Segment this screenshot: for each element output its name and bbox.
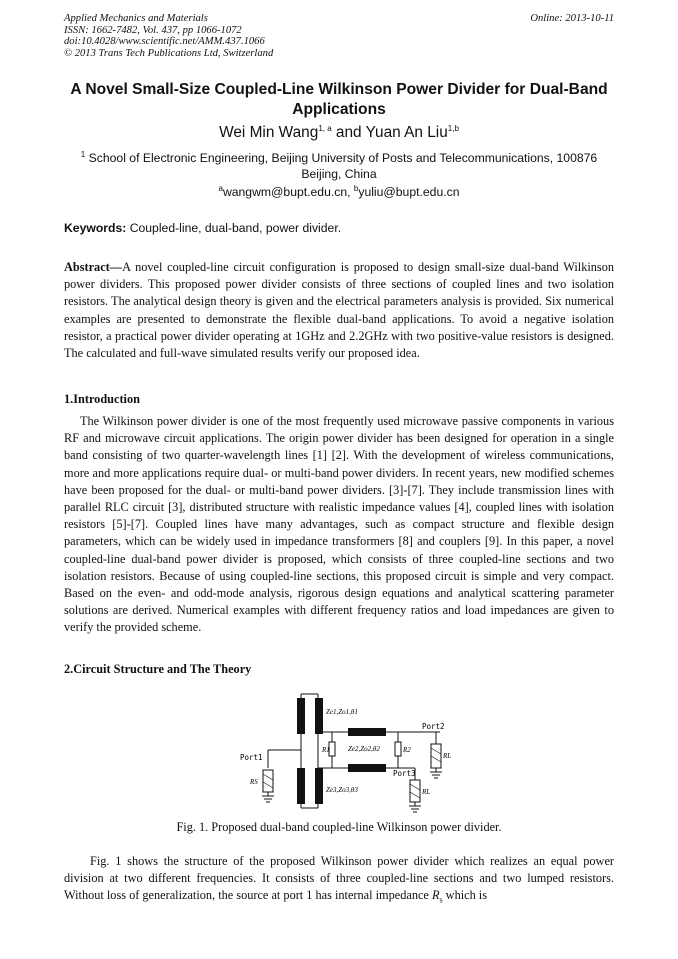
- rs-symbol: R: [431, 888, 440, 903]
- abstract-text: A novel coupled-line circuit configuration is proposed to design small-size dual-band Wilkinson power dividers. This proposed power divider consists of three sections of coupled lines and two isolation resistors. The analytical design theory is given and the electrical parameters analysis is provided. Six numerical examples are presented to demonstrate the flexible dual-band applications. To avoid a negative isolation resistor, a practical power divider operating at 1GHz and 2.2GHz with two positive-value resistors is designed. The calculated and full-wave simulated results verify our proposed idea.: [64, 260, 614, 361]
- resistor: [431, 744, 441, 768]
- coupled-line-2-label: Ze2,Zo2,θ2: [348, 745, 380, 753]
- email-superscript: b: [353, 183, 359, 193]
- author-name: Yuan An Liu: [365, 124, 448, 141]
- coupled-line-block: [297, 768, 305, 804]
- affiliation-superscript: 1: [80, 149, 86, 159]
- issn: ISSN: 1662-7482, Vol. 437, pp 1066-1072: [64, 24, 242, 36]
- email-superscript: a: [218, 183, 223, 193]
- coupled-line-block: [348, 764, 386, 772]
- author-line: [60, 124, 618, 142]
- section-heading: 2.Circuit Structure and The Theory: [64, 662, 252, 676]
- resistor: [263, 770, 273, 792]
- port3-label: Port3: [393, 769, 416, 778]
- circuit-diagram: [240, 688, 460, 816]
- paper-title: A Novel Small-Size Coupled-Line Wilkinson Power Divider for Dual-Band Applications: [70, 81, 608, 118]
- email-link[interactable]: yuliu@bupt.edu.cn: [358, 185, 460, 199]
- affiliation-text: School of Electronic Engineering, Beijing University of Posts and Telecommunications, 100876 Beijing, China: [88, 151, 598, 181]
- body-paragraph: [64, 853, 614, 909]
- resistor: [395, 742, 401, 756]
- body-text-end: which is: [442, 888, 488, 903]
- rl2-label: RL: [443, 752, 452, 760]
- rl3-label: RL: [422, 788, 431, 796]
- email-link[interactable]: wangwm@bupt.edu.cn,: [222, 185, 351, 199]
- coupled-line-block: [315, 768, 323, 804]
- body-text: Fig. 1 shows the structure of the proposed Wilkinson power divider which realizes an equal power division at two different frequencies. It consists of three coupled-line sections and two lumped resistors. Without loss of generalization, the source at port 1 has internal impedance: [64, 854, 614, 903]
- resistor: [410, 780, 420, 802]
- figure-caption: Fig. 1. Proposed dual-band coupled-line Wilkinson power divider.: [176, 820, 502, 834]
- port2-label: Port2: [422, 722, 445, 731]
- coupled-line-block: [348, 728, 386, 736]
- r2-label: R2: [403, 746, 411, 754]
- online-date: Online: 2013-10-11: [530, 13, 614, 24]
- copyright: © 2013 Trans Tech Publications Ltd, Switzerland: [64, 47, 274, 59]
- author-superscript: 1,b: [447, 123, 459, 133]
- doi: doi:10.4028/www.scientific.net/AMM.437.1066: [64, 36, 265, 48]
- rs-subscript: s: [439, 895, 443, 905]
- abstract: [64, 259, 614, 362]
- journal-header: [64, 13, 614, 59]
- rs-label: RS: [250, 778, 258, 786]
- resistor: [329, 742, 335, 756]
- email-line: [60, 185, 618, 199]
- keywords-label: Keywords:: [64, 221, 127, 235]
- coupled-line-1-label: Ze1,Zo1,θ1: [326, 708, 358, 716]
- section-body: The Wilkinson power divider is one of the most frequently used microwave passive components in various RF and microwave circuit applications. The origin power divider has been designed for operation in a single band consisting of two quarter-wavelength lines [1] [2]. With the development of wireless communications, more and more applications require dual- or multi-band power dividers. In recent years, new modified schemes have been proposed for the dual- or multi-band power dividers. [3]-[7]. They include transmission lines with parallel RLC circuit [3], distributed structure with realistic impedance values [4], coupled lines with isolation resistors [5]-[7]. Coupled lines have many advantages, such as compact structure and flexible design parameters, which can be widely used in impedance transformers [8] and couplers [9]. In this paper, a novel coupled-line dual-band power divider is proposed, which consists of three coupled-line sections and two isolation resistors. Because of using coupled-line sections, this proposed circuit is simple and very compact. Based on the even- and odd-mode analysis, rigorous design equations and analytical scattering parameter solutions are derived. Numerical examples with different frequency ratios and load impedances are given to verify the provided scheme.: [64, 414, 614, 635]
- affiliation: [66, 150, 612, 182]
- keywords-text: Coupled-line, dual-band, power divider.: [129, 221, 342, 235]
- author-conjunction: and: [331, 124, 366, 141]
- coupled-line-3-label: Ze3,Zo3,θ3: [326, 786, 358, 794]
- abstract-label: Abstract—: [64, 260, 123, 274]
- journal-name: Applied Mechanics and Materials: [64, 13, 208, 24]
- section-heading: 1.Introduction: [64, 392, 140, 406]
- keywords: [64, 221, 614, 235]
- port1-label: Port1: [240, 753, 263, 762]
- coupled-line-block: [315, 698, 323, 734]
- coupled-line-block: [297, 698, 305, 734]
- author-superscript: 1, a: [318, 123, 332, 133]
- author-name: Wei Min Wang: [219, 124, 319, 141]
- r1-label: R1: [322, 746, 330, 754]
